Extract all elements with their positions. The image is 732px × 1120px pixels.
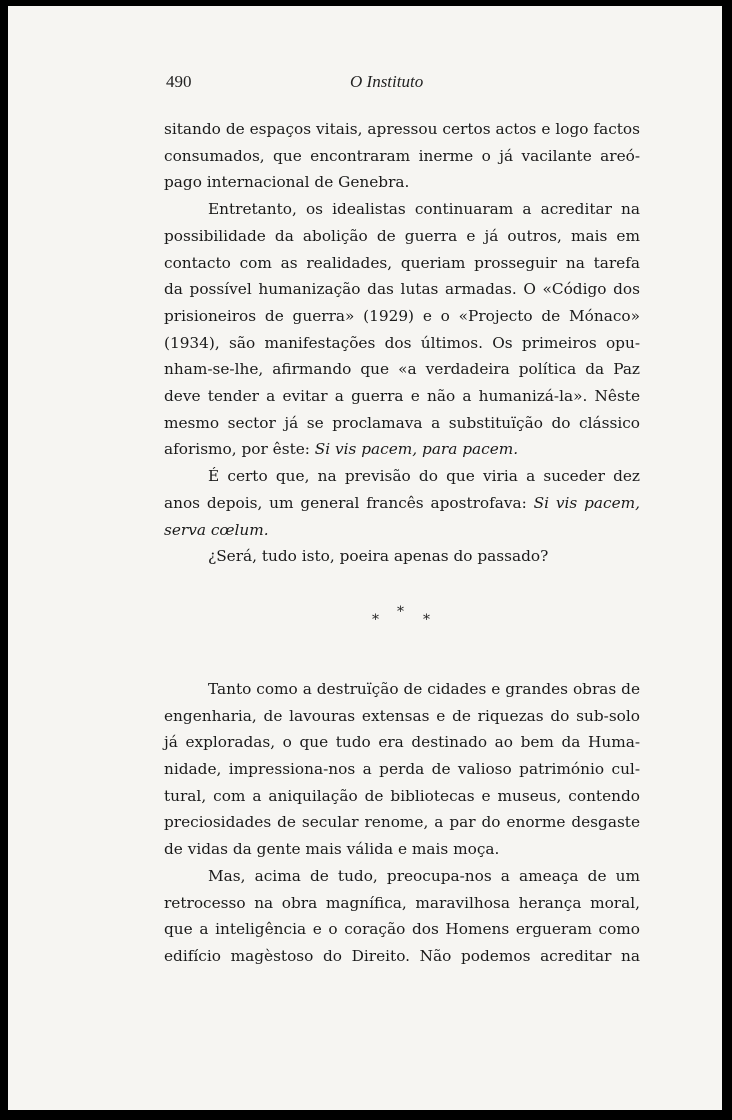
- text-line: Entretanto, os idealistas continuaram a acreditar na: [208, 200, 640, 219]
- text-line: (1934), são manifestações dos últimos. Os primeiros opu-: [164, 333, 640, 352]
- text-line: nham-se-lhe, afirmando que «a verdadeira política da Paz: [164, 360, 640, 379]
- text-line: possibilidade da abolição de guerra e já outros, mais em: [164, 226, 640, 245]
- text-line: [164, 517, 640, 544]
- text-run: anos depois, um general francês apostrofava:: [164, 493, 534, 512]
- text-run: vidas da gente mais válida e mais moça.: [187, 840, 500, 859]
- text-line: deve tender a evitar a guerra e não a humanizá-la». Nêste: [164, 387, 640, 406]
- text-run: aforismo, por êste:: [164, 440, 315, 459]
- text-line: [164, 490, 640, 517]
- text-line: prisioneiros de guerra» (1929) e o «Projecto de Mónaco»: [164, 306, 640, 325]
- text-line: da possível humanização das lutas armadas. O «Código dos: [164, 280, 640, 299]
- running-title: O Instituto: [350, 72, 424, 91]
- page-body: [164, 116, 640, 970]
- text-line: consumados, que encontraram inerme o já vacilante areó-: [164, 146, 640, 165]
- text-line: sitando de espaços vitais, apressou certos actos e logo factos: [164, 120, 640, 138]
- paragraph: [164, 463, 640, 543]
- latin-quote: Si vis pacem, para pacem.: [314, 440, 519, 459]
- text-line: retrocesso na obra magnífica, maravilhosa herança moral,: [164, 893, 640, 912]
- asterisk: *: [423, 612, 430, 628]
- page-header: [8, 72, 722, 96]
- paragraph: [164, 116, 640, 196]
- latin-quote: Si vis pacem,: [533, 493, 640, 512]
- page-number: 490: [166, 72, 192, 91]
- latin-quote: serva cœlum.: [164, 520, 269, 539]
- text-line: [164, 436, 640, 463]
- text-line: contacto com as realidades, queriam prosseguir na tarefa: [164, 253, 640, 272]
- section-separator: [364, 604, 444, 634]
- paragraph: [164, 676, 640, 863]
- paragraph: [164, 196, 640, 463]
- text-line: mesmo sector já se proclamava a substituïção do clássico: [164, 413, 640, 432]
- text-line: nidade, impressiona-nos a perda de valioso património cul-: [164, 760, 640, 779]
- asterisk: *: [397, 604, 404, 620]
- text-line: Mas, acima de tudo, preocupa-nos a ameaça de um: [208, 866, 640, 885]
- text-line: edifício magèstoso do Direito. Não podemos acreditar na: [164, 946, 640, 965]
- paragraph: [164, 863, 640, 970]
- text-line: engenharia, de lavouras extensas e de riquezas do sub-solo: [164, 706, 640, 725]
- text-line: ¿Será, tudo isto, poeira apenas do passado?: [208, 547, 549, 566]
- text-line: que a inteligência e o coração dos Homens ergueram como: [164, 920, 640, 939]
- text-line: tural, com a aniquilação de bibliotecas e museus, contendo: [164, 786, 640, 805]
- book-page: [8, 6, 722, 1110]
- text-line: [164, 836, 640, 863]
- text-run: de: [164, 840, 188, 859]
- text-line: já exploradas, o que tudo era destinado ao bem da Huma-: [164, 733, 640, 752]
- text-line: pago internacional de Genebra.: [164, 173, 410, 192]
- text-line: É certo que, na previsão do que viria a suceder dez: [208, 467, 640, 486]
- text-line: preciosidades de secular renome, a par do enorme desgaste: [164, 813, 640, 832]
- text-line: Tanto como a destruïção de cidades e grandes obras de: [208, 679, 640, 698]
- asterisk: *: [372, 612, 379, 628]
- paragraph: [164, 543, 640, 570]
